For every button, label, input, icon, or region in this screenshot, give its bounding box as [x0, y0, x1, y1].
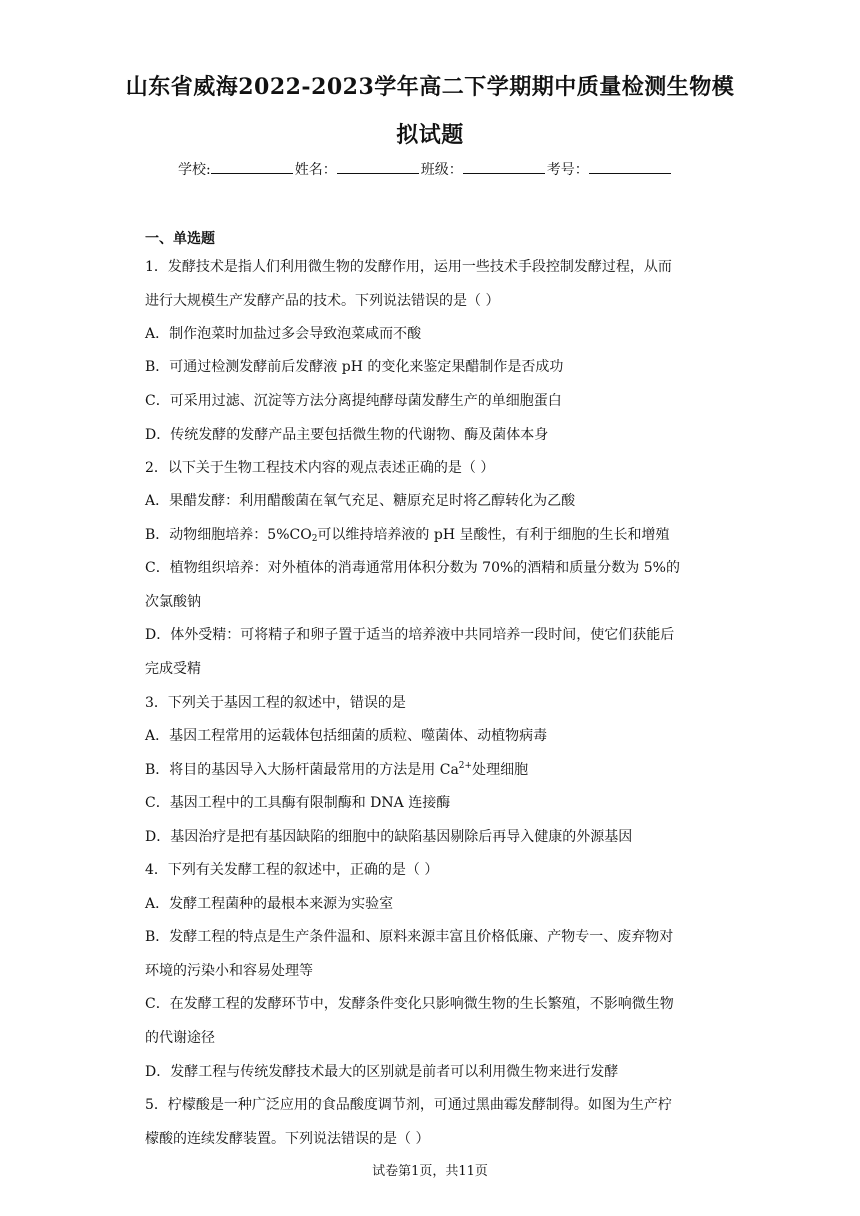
q2-option-c-line-2: 次氯酸钠 — [145, 594, 201, 610]
q3-option-b-pre: B．将目的基因导入大肠杆菌最常用的方法是用 Ca — [145, 762, 459, 778]
q2-option-d-line-2: 完成受精 — [145, 661, 201, 677]
q4-option-a: A．发酵工程菌种的最根本来源为实验室 — [145, 896, 394, 912]
q2-option-b — [145, 524, 670, 544]
q2-option-b-pre: B．动物细胞培养：5%CO — [145, 527, 312, 543]
q3-option-a: A．基因工程常用的运载体包括细菌的质粒、噬菌体、动植物病毒 — [145, 728, 548, 744]
exam-number-label: 考号： — [546, 162, 589, 178]
q3-option-b — [145, 759, 528, 779]
school-label: 学校: — [178, 162, 211, 178]
q1-option-b: B．可通过检测发酵前后发酵液 pH 的变化来鉴定果醋制作是否成功 — [145, 359, 564, 375]
page-footer: 试卷第1页，共11页 — [372, 1164, 488, 1179]
q4-option-b-line-2: 环境的污染小和容易处理等 — [145, 963, 313, 979]
name-label: 姓名： — [294, 162, 337, 178]
q5-stem-line-1: 5．柠檬酸是一种广泛应用的食品酸度调节剂，可通过黑曲霉发酵制得。如图为生产柠 — [145, 1097, 672, 1113]
q3-stem: 3．下列关于基因工程的叙述中，错误的是 — [145, 695, 406, 711]
q3-option-b-superscript: 2+ — [458, 761, 473, 771]
q3-option-d: D．基因治疗是把有基因缺陷的细胞中的缺陷基因剔除后再导入健康的外源基因 — [145, 829, 633, 845]
q2-stem: 2．以下关于生物工程技术内容的观点表述正确的是（ ） — [145, 460, 495, 476]
q4-option-d: D．发酵工程与传统发酵技术最大的区别就是前者可以利用微生物来进行发酵 — [145, 1064, 619, 1080]
q3-option-c: C．基因工程中的工具酶有限制酶和 DNA 连接酶 — [145, 795, 451, 811]
page-title-line-2: 拟试题 — [396, 122, 464, 148]
page-title-line-1: 山东省威海2022-2023学年高二下学期期中质量检测生物模 — [125, 74, 735, 100]
student-info-row — [178, 159, 673, 179]
class-label: 班级： — [420, 162, 463, 178]
q2-option-d-line-1: D．体外受精：可将精子和卵子置于适当的培养液中共同培养一段时间，使它们获能后 — [145, 627, 675, 643]
q5-stem-line-2: 檬酸的连续发酵装置。下列说法错误的是（ ） — [145, 1131, 430, 1147]
q3-option-b-post: 处理细胞 — [472, 762, 529, 778]
q1-stem-line-1: 1．发酵技术是指人们利用微生物的发酵作用，运用一些技术手段控制发酵过程，从而 — [145, 259, 672, 275]
q2-option-c-line-1: C．植物组织培养：对外植体的消毒通常用体积分数为 70%的酒精和质量分数为 5%的 — [145, 560, 680, 576]
q1-option-d: D．传统发酵的发酵产品主要包括微生物的代谢物、酶及菌体本身 — [145, 427, 549, 443]
section-title: 一、单选题 — [145, 231, 215, 247]
q1-option-c: C．可采用过滤、沉淀等方法分离提纯酵母菌发酵生产的单细胞蛋白 — [145, 393, 562, 409]
q4-stem: 4．下列有关发酵工程的叙述中，正确的是（ ） — [145, 862, 439, 878]
q2-option-b-post: 可以维持培养液的 pH 呈酸性，有利于细胞的生长和增殖 — [317, 527, 670, 543]
name-blank[interactable] — [337, 159, 419, 174]
q1-option-a: A．制作泡菜时加盐过多会导致泡菜咸而不酸 — [145, 326, 422, 342]
school-blank[interactable] — [211, 159, 293, 174]
q4-option-b-line-1: B．发酵工程的特点是生产条件温和、原料来源丰富且价格低廉、产物专一、废弃物对 — [145, 929, 674, 945]
q1-stem-line-2: 进行大规模生产发酵产品的技术。下列说法错误的是（ ） — [145, 293, 500, 309]
q4-option-c-line-2: 的代谢途径 — [145, 1030, 215, 1046]
q4-option-c-line-1: C．在发酵工程的发酵环节中，发酵条件变化只影响微生物的生长繁殖，不影响微生物 — [145, 996, 674, 1012]
q2-option-b-subscript: 2 — [311, 534, 318, 544]
q2-option-a: A．果醋发酵：利用醋酸菌在氧气充足、糖原充足时将乙醇转化为乙酸 — [145, 493, 576, 509]
exam-number-blank[interactable] — [589, 159, 671, 174]
class-blank[interactable] — [463, 159, 545, 174]
